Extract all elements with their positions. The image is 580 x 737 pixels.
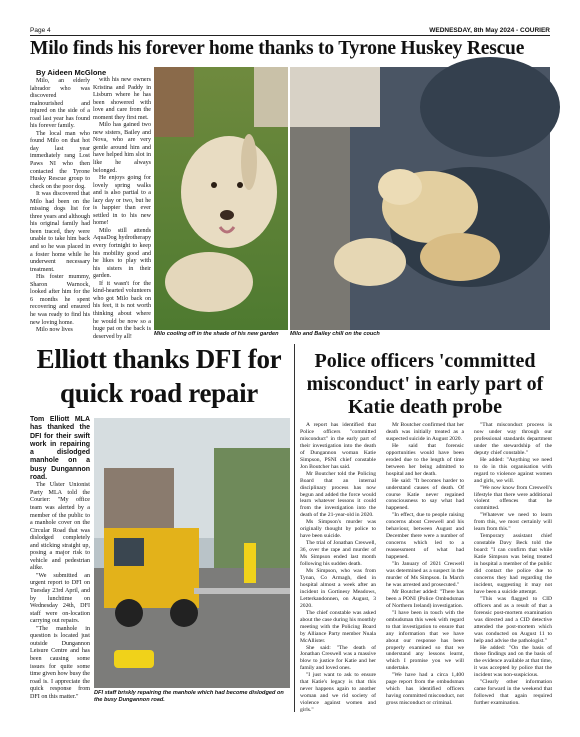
story1-col1 bbox=[30, 68, 107, 340]
byline: By Aideen McGlone bbox=[36, 68, 107, 77]
story2-lead: Tom Elliott MLA has thanked the DFI for their swift work in repairing a dislodged manhole on a busy Dungannon road. bbox=[30, 416, 90, 482]
article-paragraph: His foster mummy, Sharon Warnock, looked after him for the 6 months he spent recovering and ensured he was ready to find his new loving home. bbox=[30, 274, 90, 326]
article-paragraph: A report has identified that Police officers "committed misconduct" in the early part of their investigation into the death of Dungannon woman Katie Simpson, PSNI chief constable Jon Boutcher has said. bbox=[300, 422, 376, 470]
article-paragraph: The chief constable was asked about the case during his monthly meeting with the Policing Board by Alliance Party member Nuala McAllister. bbox=[300, 609, 376, 644]
article-paragraph: If it wasn't for the kind-hearted volunteers who got Milo back on his feet, it is not worth thinking about where he would be now so a huge pat on the back is deserved by all! bbox=[93, 280, 151, 340]
page-number: Page 4 bbox=[30, 27, 51, 34]
article-paragraph: Milo still attends AquaDog hydrotherapy every fortnight to keep his mobility good and he likes to play with his sisters in their garden. bbox=[93, 227, 151, 280]
article-paragraph: Ms Simpson's murder was originally thought by police to have been suicide. bbox=[300, 519, 376, 540]
story3-col3 bbox=[474, 422, 552, 716]
article-paragraph: He added: "On the basis of those findings and on the basis of the evidence available at that time, it was accepted by police that the incident was non-suspicious. bbox=[474, 644, 552, 679]
story3-col2 bbox=[386, 422, 464, 716]
article-paragraph: He said: "It becomes harder to understand causes of death. Of course Katie never regained consciousness to say what had happened. bbox=[386, 477, 464, 512]
dfi-caption: DFI staff briskly repairing the manhole which had become dislodged on the busy Dungannon road. bbox=[94, 690, 284, 703]
article-paragraph: Temporary assistant chief constable Davy Beck told the board: "I can confirm that while Katie Simpson was being treated in hospital a member of the public did contact the police due to concerns they had regarding the incident, suggesting it may not have been a suicide attempt. bbox=[474, 533, 552, 595]
story2-headline: Elliott thanks DFI for quick road repair bbox=[36, 344, 282, 408]
story1-headline: Milo finds his forever home thanks to Tyrone Huskey Rescue bbox=[30, 38, 525, 59]
article-paragraph: "We now know from Creswell's lifestyle that there were additional violent offences that he committed. bbox=[474, 484, 552, 512]
dfi-road-repair-photo bbox=[94, 418, 290, 688]
article-paragraph: "In January of 2021 Creswell was determined as a suspect in the murder of Ms Simpson. In March he was arrested and prosecuted." bbox=[386, 561, 464, 588]
article-paragraph: He added: "Anything we need to do in this organisation with regard to violence against women and girls, we will. bbox=[474, 456, 552, 484]
milo-couch-caption: Milo and Bailey chill on the couch bbox=[290, 331, 380, 337]
article-paragraph: "We submitted an urgent report to DFI on Tuesday 23rd April, and by lunchtime on Wednesday 24th, DFI staff were on-location carrying out repairs. bbox=[30, 572, 90, 625]
article-paragraph: "Clearly other information came forward in the weekend that followed that again required further examination. bbox=[474, 679, 552, 707]
article-paragraph: "We have had a circa 1,400 page report from the ombudsman which has identified officers having committed misconduct, not gross misconduct or criminal. bbox=[386, 672, 464, 707]
article-paragraph: She said: "The death of Jonathan Creswell was a massive blow to justice for Katie and her family and loved ones. bbox=[300, 644, 376, 672]
article-paragraph: Milo now lives bbox=[36, 327, 73, 334]
article-paragraph: "I have been in touch with the ombudsman this week with regard to that investigation to ensure that any information that we have about our response has been properly examined so that we understand any lessons learnt, which I promise you we will undertake. bbox=[386, 609, 464, 672]
article-paragraph: Mr Boutcher added: "There has been a PONI (Police Ombudsman of Northern Ireland) investigation. bbox=[386, 588, 464, 609]
article-paragraph: "The manhole in question is located just outside Dungannon Leisure Centre and has been causing some issues for quite some time given how busy the road is. I appreciate the quick response from DFI on this matter." bbox=[30, 625, 90, 700]
article-paragraph: Mr Boutcher confirmed that her death was initially treated as a suspected suicide in August 2020. bbox=[386, 422, 464, 442]
column-divider bbox=[294, 344, 295, 712]
page-header bbox=[30, 26, 550, 36]
article-paragraph: "That misconduct process is now under way through our professional standards department under the stewardship of the deputy chief constable." bbox=[474, 422, 552, 456]
article-paragraph: "This was flagged to CID officers and as a result of that a forensic post-mortem examination was directed and a CID detective attended the post-mortem which was conducted on August 11 to help and advise the pathologist." bbox=[474, 595, 552, 644]
article-paragraph: The local man who found Milo on that hot day last year immediately rang Lost Paws NI who then contacted the Tyrone Husky Rescue group to check on the poor dog. bbox=[30, 130, 90, 190]
article-paragraph: It was discovered that Milo had been on the missing dogs list for three years and although his original family had been traced, they were unable to take him back and so he was placed in a foster home while he underwent necessary treatment. bbox=[30, 191, 90, 273]
article-paragraph: "Whatever we need to learn from this, we most certainly will learn from this." bbox=[474, 512, 552, 533]
article-paragraph: "I just want to ask to ensure that Katie's legacy is that this never happens again to another woman and we rid society of violence against women and girls." bbox=[300, 672, 376, 714]
article-paragraph: "In effect, due to people raising concerns about Creswell and his behaviour, between August and December there were a number of concerns which led to a reassessment of what had happened. bbox=[386, 512, 464, 561]
story1-col2 bbox=[93, 77, 151, 341]
article-paragraph: Ms Simpson, who was from Tynan, Co Armagh, died in hospital almost a week after an incident in Gortinesy Meadows, Letterkandonnen, on August, 3 2020. bbox=[300, 568, 376, 609]
story2-body bbox=[30, 416, 90, 716]
milo-garden-caption: Milo cooling off in the shade of his new garden bbox=[154, 331, 279, 337]
story3-col1 bbox=[300, 422, 376, 716]
story3-headline: Police officers 'committed misconduct' in early part of Katie death probe bbox=[306, 350, 544, 418]
article-paragraph: He enjoys going for lovely spring walks and is also partial to a lazy day or two, but he is happier than ever settled in to his new home! bbox=[93, 175, 151, 227]
article-paragraph: The trial of Jonathan Creswell, 36, over the rape and murder of Ms Simpson ended last month following his sudden death. bbox=[300, 540, 376, 568]
milo-bailey-couch-photo bbox=[290, 67, 550, 330]
article-paragraph: He said that forensic opportunities would have been eroded due to the length of time between her being admitted to hospital and her death. bbox=[386, 442, 464, 477]
milo-garden-photo bbox=[154, 67, 288, 330]
article-paragraph: Mr Boutcher told the Policing Board that an internal disciplinary process has now begun and added the force would learn whatever lessons it could from the investigation into the death of the 21-year-old in 2020. bbox=[300, 470, 376, 519]
article-paragraph: Milo, an elderly labrador who was discovered malnourished and injured on the side of a road last year has found his forever family. bbox=[30, 78, 90, 130]
article-paragraph: with his new owners Kristina and Paddy in Lisburn where he has been showered with love and care from the moment they first met. bbox=[93, 77, 151, 121]
article-paragraph: Milo has gained two new sisters, Bailey and Nova, who are very gentle around him and have helped him slot in like he always belonged. bbox=[93, 122, 151, 174]
dateline: WEDNESDAY, 8th May 2024 - COURIER bbox=[429, 27, 550, 34]
article-paragraph: The Ulster Unionist Party MLA told the Courier: "My office team was alerted by a member of the public to a manhole cover on the Circular Road that was dislodged completely and sticking straight up, posing a major risk to vehicle and pedestrian alike. bbox=[30, 482, 90, 572]
